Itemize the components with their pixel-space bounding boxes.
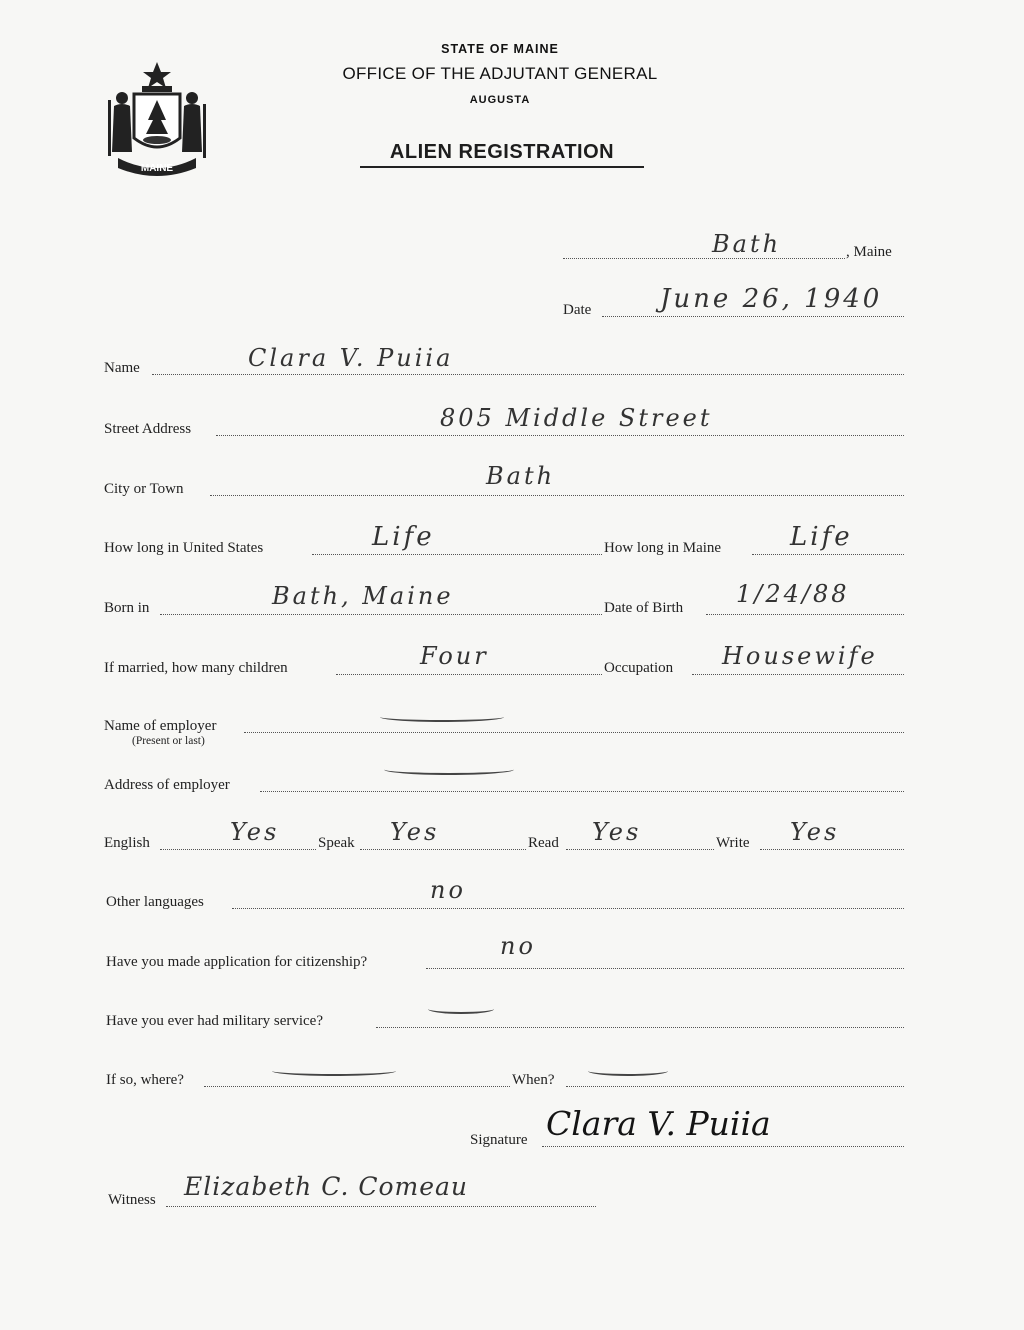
when-blank-mark: [588, 1066, 668, 1076]
employer-address-blank-mark: [384, 764, 514, 775]
place-value: Bath: [712, 230, 782, 258]
employer-address-label: Address of employer: [104, 777, 230, 793]
signature-line[interactable]: [542, 1146, 904, 1147]
write-line[interactable]: [760, 849, 904, 850]
city-line[interactable]: [210, 495, 904, 496]
street-label: Street Address: [104, 421, 192, 437]
employer-name-label: Name of employer: [104, 718, 217, 734]
read-label: Read: [528, 835, 559, 851]
name-value: Clara V. Puiia: [248, 344, 454, 372]
english-value: Yes: [230, 818, 280, 846]
speak-label: Speak: [318, 835, 355, 851]
other-languages-label: Other languages: [106, 894, 204, 910]
where-blank-mark: [272, 1066, 396, 1076]
city-label: City or Town: [104, 481, 184, 497]
born-in-label: Born in: [104, 600, 150, 616]
english-label: English: [104, 835, 150, 851]
where-label: If so, where?: [106, 1072, 184, 1088]
when-label: When?: [512, 1072, 555, 1088]
witness-line[interactable]: [166, 1206, 596, 1207]
street-line[interactable]: [216, 435, 904, 436]
write-label: Write: [716, 835, 750, 851]
us-duration-value: Life: [372, 522, 435, 552]
maine-duration-value: Life: [790, 522, 853, 552]
born-in-line[interactable]: [160, 614, 602, 615]
signature-value: Clara V. Puiia: [546, 1104, 771, 1143]
us-duration-line[interactable]: [312, 554, 602, 555]
svg-text:MAINE: MAINE: [140, 163, 174, 174]
name-label: Name: [104, 360, 140, 376]
employer-address-line[interactable]: [260, 791, 904, 792]
dob-line[interactable]: [706, 614, 904, 615]
occupation-label: Occupation: [604, 660, 674, 676]
us-duration-label: How long in United States: [104, 540, 264, 556]
employer-name-line[interactable]: [244, 732, 904, 733]
other-languages-value: no: [430, 876, 466, 904]
speak-line[interactable]: [360, 849, 526, 850]
children-value: Four: [420, 642, 489, 670]
maine-seal-icon: [104, 60, 210, 176]
occupation-line[interactable]: [692, 674, 904, 675]
date-value: June 26, 1940: [660, 284, 883, 314]
citizenship-value: no: [500, 932, 536, 960]
read-line[interactable]: [566, 849, 714, 850]
other-languages-line[interactable]: [232, 908, 904, 909]
speak-value: Yes: [390, 818, 440, 846]
military-label: Have you ever had military service?: [106, 1013, 323, 1029]
english-line[interactable]: [160, 849, 316, 850]
street-value: 805 Middle Street: [440, 404, 713, 432]
dob-label: Date of Birth: [604, 600, 684, 616]
write-value: Yes: [790, 818, 840, 846]
citizenship-label: Have you made application for citizenship?: [106, 954, 368, 970]
where-line[interactable]: [204, 1086, 510, 1087]
witness-value: Elizabeth C. Comeau: [184, 1172, 469, 1201]
form-title: ALIEN REGISTRATION: [360, 141, 644, 168]
children-label: If married, how many children: [104, 660, 288, 676]
place-line[interactable]: [563, 258, 845, 259]
read-value: Yes: [592, 818, 642, 846]
dob-value: 1/24/88: [736, 580, 850, 608]
place-suffix: , Maine: [846, 244, 892, 260]
military-line[interactable]: [376, 1027, 904, 1028]
occupation-value: Housewife: [722, 642, 878, 670]
born-in-value: Bath, Maine: [272, 582, 454, 610]
employer-name-sublabel: (Present or last): [132, 735, 205, 747]
date-line[interactable]: [602, 316, 904, 317]
city-heading: AUGUSTA: [469, 94, 531, 106]
children-line[interactable]: [336, 674, 602, 675]
city-value: Bath: [486, 462, 556, 490]
maine-duration-label: How long in Maine: [604, 540, 722, 556]
office-heading: OFFICE OF THE ADJUTANT GENERAL: [342, 64, 658, 83]
employer-name-blank-mark: [380, 712, 504, 722]
witness-label: Witness: [108, 1192, 156, 1208]
maine-duration-line[interactable]: [752, 554, 904, 555]
name-line[interactable]: [152, 374, 904, 375]
military-blank-mark: [428, 1004, 494, 1014]
date-label: Date: [563, 302, 592, 318]
when-line[interactable]: [566, 1086, 904, 1087]
state-heading: STATE OF MAINE: [441, 42, 559, 56]
signature-label: Signature: [470, 1132, 528, 1148]
citizenship-line[interactable]: [426, 968, 904, 969]
